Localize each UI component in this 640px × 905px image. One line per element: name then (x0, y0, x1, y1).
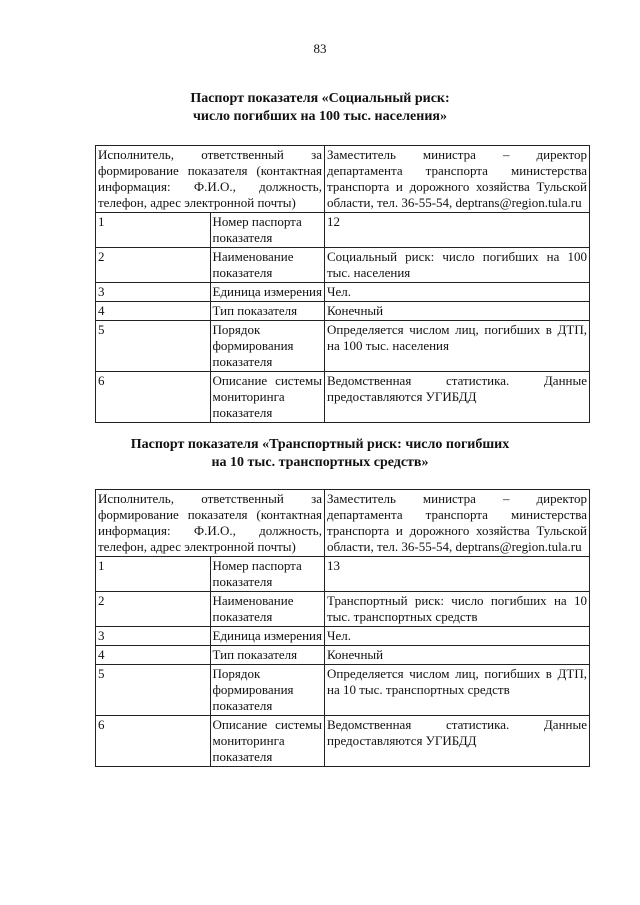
executor-label: Исполнитель, ответственный за формирование показателя (контактная информация: Ф.И.О., должность, телефон, адрес электронной почты) (96, 490, 325, 557)
row-value: Конечный (325, 646, 590, 665)
page-number: 83 (313, 41, 327, 56)
row-number: 1 (96, 213, 211, 248)
row-label: Номер паспорта показателя (210, 557, 325, 592)
row-value: Ведомственная статистика. Данные предоставляются УГИБДД (325, 372, 590, 423)
row-value: Определяется числом лиц, погибших в ДТП, на 100 тыс. населения (325, 321, 590, 372)
executor-value: Заместитель министра – директор департамента транспорта министерства транспорта и дорожного хозяйства Тульской области, тел. 36-55-54, deptrans@region.tula.ru (325, 490, 590, 557)
row-label: Единица измерения (210, 627, 325, 646)
passport-table (95, 489, 590, 767)
row-number: 5 (96, 665, 211, 716)
row-value: Социальный риск: число погибших на 100 тыс. населения (325, 248, 590, 283)
passport-title-line: число погибших на 100 тыс. населения» (193, 109, 447, 124)
row-value: 12 (325, 213, 590, 248)
row-value: Чел. (325, 627, 590, 646)
passport-title-line: Паспорт показателя «Социальный риск: (190, 91, 450, 106)
table-row (96, 321, 590, 372)
row-value: Ведомственная статистика. Данные предоставляются УГИБДД (325, 716, 590, 767)
row-value: Конечный (325, 302, 590, 321)
table-row (96, 716, 590, 767)
executor-label: Исполнитель, ответственный за формирование показателя (контактная информация: Ф.И.О., должность, телефон, адрес электронной почты) (96, 146, 325, 213)
passport-table (95, 145, 590, 423)
row-number: 5 (96, 321, 211, 372)
row-value: Определяется числом лиц, погибших в ДТП, на 10 тыс. транспортных средств (325, 665, 590, 716)
row-number: 4 (96, 646, 211, 665)
row-label: Описание системы мониторинга показателя (210, 372, 325, 423)
table-row (96, 248, 590, 283)
table-row (96, 627, 590, 646)
row-number: 2 (96, 592, 211, 627)
row-label: Наименование показателя (210, 248, 325, 283)
row-label: Наименование показателя (210, 592, 325, 627)
table-row (96, 302, 590, 321)
row-label: Тип показателя (210, 646, 325, 665)
table-row (96, 490, 590, 557)
passport-title (70, 90, 570, 126)
row-label: Описание системы мониторинга показателя (210, 716, 325, 767)
executor-value: Заместитель министра – директор департамента транспорта министерства транспорта и дорожного хозяйства Тульской области, тел. 36-55-54, deptrans@region.tula.ru (325, 146, 590, 213)
row-label: Единица измерения (210, 283, 325, 302)
passport-title (70, 436, 570, 472)
table-row (96, 557, 590, 592)
table-row (96, 213, 590, 248)
row-label: Номер паспорта показателя (210, 213, 325, 248)
table-row (96, 372, 590, 423)
table-row (96, 146, 590, 213)
table-row (96, 283, 590, 302)
row-value: 13 (325, 557, 590, 592)
table-row (96, 646, 590, 665)
row-label: Порядок формирования показателя (210, 665, 325, 716)
row-value: Транспортный риск: число погибших на 10 тыс. транспортных средств (325, 592, 590, 627)
passport-title-line: на 10 тыс. транспортных средств» (211, 455, 429, 470)
table-row (96, 592, 590, 627)
table-row (96, 665, 590, 716)
passport-title-line: Паспорт показателя «Транспортный риск: число погибших (130, 437, 510, 452)
row-label: Порядок формирования показателя (210, 321, 325, 372)
row-number: 2 (96, 248, 211, 283)
row-number: 6 (96, 372, 211, 423)
row-value: Чел. (325, 283, 590, 302)
row-number: 1 (96, 557, 211, 592)
row-number: 6 (96, 716, 211, 767)
row-number: 3 (96, 283, 211, 302)
row-number: 4 (96, 302, 211, 321)
row-label: Тип показателя (210, 302, 325, 321)
row-number: 3 (96, 627, 211, 646)
